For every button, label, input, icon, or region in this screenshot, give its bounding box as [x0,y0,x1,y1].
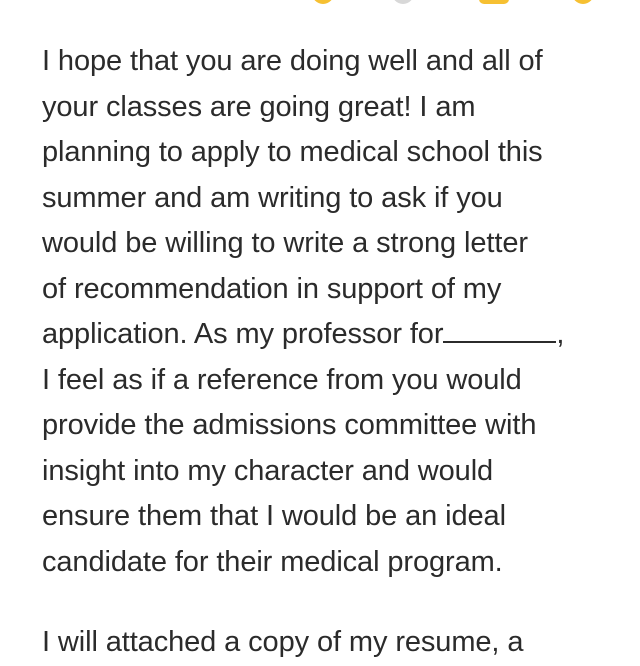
note-line: I hope that you are doing well and all of [42,45,543,77]
note-line: summer and am writing to ask if you [42,181,503,214]
note-line: planning to apply to medical school this [42,136,543,168]
note-line: would be willing to write a strong letter [42,227,528,259]
emoji-face-icon[interactable] [312,0,334,4]
note-line: insight into my character and would [42,454,494,487]
top-toolbar [0,0,640,6]
comma: , [556,318,565,350]
paragraph-gap [42,585,612,620]
note-line: provide the admissions committee with [42,409,537,441]
gray-circle-icon[interactable] [392,0,414,4]
note-line: ensure them that I would be an ideal [42,500,506,532]
note-line: I feel as if a reference from you would [42,363,522,396]
note-line: candidate for their medical program. [42,545,503,578]
blank-underline [443,321,556,343]
next-paragraph-partial: I will attached a copy of my resume, a [42,626,524,658]
note-body[interactable] [42,39,612,666]
emoji-face-icon[interactable] [572,0,594,4]
note-line: of recommendation in support of my [42,272,502,305]
note-line: your classes are going great! I am [42,90,476,123]
yellow-square-icon[interactable] [479,0,509,4]
note-line-with-blank [42,312,612,358]
note-line-text: application. As my professor for [42,318,444,350]
